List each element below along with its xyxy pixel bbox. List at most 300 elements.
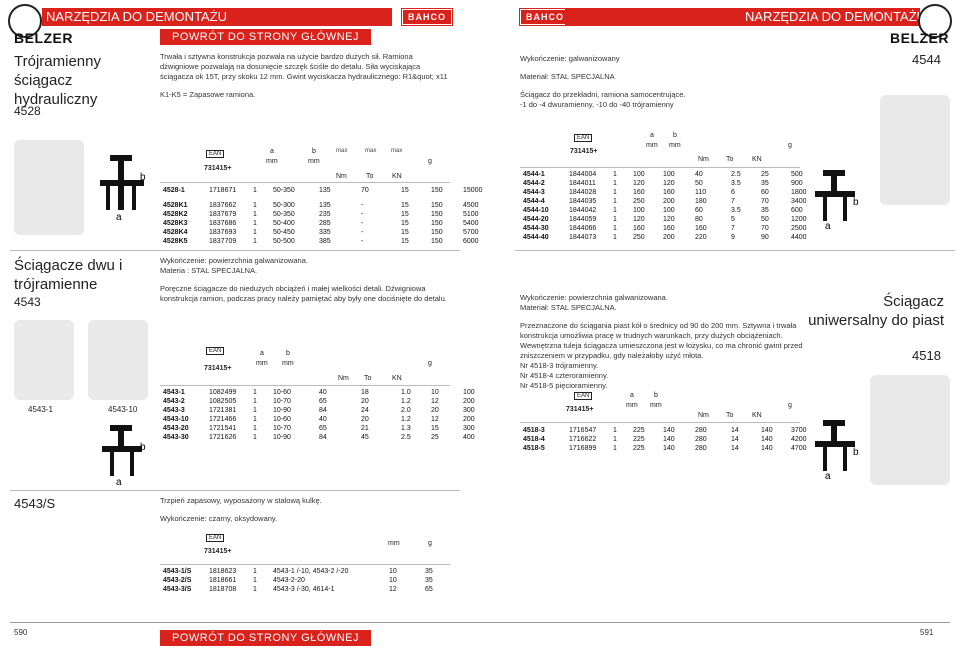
table-cell: 35 — [425, 577, 433, 584]
s4528-h-max3: max — [391, 148, 403, 154]
table-cell: 10-60 — [273, 389, 291, 396]
s4518-g: g — [788, 402, 792, 409]
table-cell: 1 — [253, 229, 257, 236]
table-cell: 21 — [361, 425, 369, 432]
table-cell: 1 — [613, 225, 617, 232]
table-cell: 1 — [253, 211, 257, 218]
table-cell: 285 — [319, 220, 331, 227]
page-number-left: 590 — [14, 628, 28, 637]
s4544-h-a: a — [650, 132, 654, 139]
table-cell: 1844042 — [569, 207, 597, 214]
s4543-img1-label: 4543-1 — [28, 405, 53, 414]
s4543-ean: EAN — [206, 347, 224, 355]
table-cell: 80 — [695, 216, 703, 223]
table-cell: 18 — [361, 389, 369, 396]
s4528-table — [160, 186, 496, 246]
table-row — [520, 435, 820, 444]
table-row — [160, 567, 458, 576]
table-cell-code: 4543-1 — [163, 389, 185, 396]
table-cell: 3.5 — [731, 207, 741, 214]
table-cell: 235 — [319, 211, 331, 218]
table-cell: 1844028 — [569, 189, 597, 196]
table-cell: 1 — [613, 427, 617, 434]
table-cell: 1 — [253, 425, 257, 432]
s4528-u-to: To — [366, 173, 374, 180]
page-number-right: 591 — [920, 628, 934, 637]
table-cell: 14 — [731, 445, 739, 452]
s4518-desc4: konstrukcja umożliwia pracę w trudnych warunkach, przy dużych obciążeniach. — [520, 331, 783, 340]
table-cell: 1 — [253, 220, 257, 227]
s4528-divider — [160, 182, 450, 183]
s4528-h-b: b — [312, 148, 316, 155]
s4528-h-max1: max — [336, 148, 348, 154]
table-cell: 100 — [463, 389, 475, 396]
table-cell: 10-70 — [273, 425, 291, 432]
table-cell: 140 — [761, 436, 773, 443]
table-cell: - — [361, 220, 364, 227]
table-cell: 1844035 — [569, 198, 597, 205]
table-cell: 10-60 — [273, 416, 291, 423]
footer-rule — [10, 622, 950, 623]
table-cell: 160 — [663, 225, 675, 232]
table-cell: 3.5 — [731, 180, 741, 187]
table-cell: 40 — [319, 416, 327, 423]
s4543s-code: 4543/S — [14, 496, 56, 511]
table-cell: 120 — [633, 180, 645, 187]
table-cell: 1 — [613, 207, 617, 214]
table-cell-code: 4543-30 — [163, 434, 189, 441]
table-cell: 1844066 — [569, 225, 597, 232]
s4543-h-mm2: mm — [282, 360, 294, 367]
s4544-b-label: b — [853, 197, 859, 208]
table-cell: 1844059 — [569, 216, 597, 223]
table-cell: 250 — [633, 198, 645, 205]
table-cell: 6 — [731, 189, 735, 196]
table-cell: 1818661 — [209, 577, 237, 584]
back-link-top[interactable]: POWRÓT DO STRONY GŁÓWNEJ — [160, 29, 371, 45]
s4528-diagram-icon — [92, 150, 152, 220]
table-cell: 4200 — [791, 436, 807, 443]
s4518-title-l1: Ściągacz — [883, 293, 944, 310]
table-cell-code: 4528K1 — [163, 202, 188, 209]
table-cell: 140 — [761, 427, 773, 434]
table-cell-code: 4544-4 — [523, 198, 545, 205]
table-cell: 500 — [791, 171, 803, 178]
s4518-b-label: b — [853, 447, 859, 458]
s4544-table — [520, 170, 820, 242]
s4544-h-mm1: mm — [646, 142, 658, 149]
s4528-a-label: a — [116, 212, 122, 220]
table-cell: 385 — [319, 238, 331, 245]
table-cell: 1 — [253, 434, 257, 441]
table-row — [520, 206, 820, 215]
table-cell: 150 — [431, 238, 443, 245]
table-cell: 10 — [389, 568, 397, 575]
table-cell: 50 — [695, 180, 703, 187]
table-cell: 10-70 — [273, 398, 291, 405]
table-row — [160, 228, 496, 237]
table-row — [160, 585, 458, 594]
s4518-ean-prefix: 731415+ — [566, 406, 594, 413]
table-cell-code: 4544-40 — [523, 234, 549, 241]
table-cell: 50-500 — [273, 238, 295, 245]
table-cell: 15 — [401, 229, 409, 236]
table-cell: 140 — [663, 427, 675, 434]
table-cell: 1 — [253, 586, 257, 593]
table-cell: - — [361, 202, 364, 209]
table-cell: 20 — [361, 398, 369, 405]
table-row — [520, 188, 820, 197]
s4518-title — [808, 292, 944, 330]
table-cell: 50-350 — [273, 187, 295, 194]
s4544-h-b: b — [673, 132, 677, 139]
s4543-code: 4543 — [14, 295, 41, 309]
table-cell: 1837686 — [209, 220, 237, 227]
s4518-desc2: Materiał: STAL SPECJALNA. — [520, 303, 617, 312]
table-cell-code: 4544-3 — [523, 189, 545, 196]
table-cell: 1818708 — [209, 586, 237, 593]
table-cell: 150 — [431, 220, 443, 227]
table-row — [520, 170, 820, 179]
table-cell: 45 — [361, 434, 369, 441]
table-cell-code: 4544-2 — [523, 180, 545, 187]
s4528-h-max2: max — [365, 148, 377, 154]
s4544-desc3: Ściągacz do przekładni, ramiona samocentrujące. — [520, 90, 686, 99]
table-cell: 1 — [253, 238, 257, 245]
table-cell: 70 — [761, 225, 769, 232]
table-cell: 5400 — [463, 220, 479, 227]
table-cell-code: 4544-1 — [523, 171, 545, 178]
s4543s-h-g: g — [428, 540, 432, 547]
table-cell: 900 — [791, 180, 803, 187]
table-cell: 7 — [731, 225, 735, 232]
table-cell: 1837679 — [209, 211, 237, 218]
table-cell-code: 4543-3 — [163, 407, 185, 414]
table-cell: 135 — [319, 202, 331, 209]
table-cell: 1721381 — [209, 407, 237, 414]
table-cell: 1 — [613, 189, 617, 196]
table-cell: 1 — [613, 234, 617, 241]
table-cell: 65 — [319, 398, 327, 405]
s4543s-desc — [160, 496, 460, 524]
table-cell: 160 — [695, 225, 707, 232]
table-cell: 1 — [253, 187, 257, 194]
table-cell: 160 — [633, 225, 645, 232]
s4528-title-l3: hydrauliczny — [14, 91, 98, 108]
table-cell: 1 — [613, 198, 617, 205]
table-row — [160, 237, 496, 246]
table-row — [520, 444, 820, 453]
s4544-h-mm2: mm — [669, 142, 681, 149]
s4518-ean: EAN — [574, 392, 592, 400]
s4543-divider — [160, 385, 450, 386]
s4543-b-label: b — [140, 442, 146, 453]
s4518-desc — [520, 293, 820, 391]
table-cell: 50-300 — [273, 202, 295, 209]
table-cell: 15 — [401, 187, 409, 194]
table-cell: 1 — [253, 398, 257, 405]
s4528-title-l1: Trójramienny — [14, 53, 101, 70]
table-cell: 135 — [319, 187, 331, 194]
table-cell: 1721626 — [209, 434, 237, 441]
s4543s-ean-prefix: 731415+ — [204, 548, 232, 555]
s4544-g: g — [788, 142, 792, 149]
s4543-title-l1: Ściągacze dwu i — [14, 257, 123, 274]
divider-left-2 — [10, 490, 460, 491]
table-cell: 2.5 — [731, 171, 741, 178]
table-cell: 160 — [633, 189, 645, 196]
table-cell: 90 — [761, 234, 769, 241]
table-cell: 50-400 — [273, 220, 295, 227]
s4528-desc1: Trwała i sztywna konstrukcja pozwala na użycie bardzo dużych sił. Ramiona — [160, 52, 413, 61]
s4518-desc3: Przeznaczone do ściągania piast kół o średnicy od 90 do 200 mm. Sztywna i trwała — [520, 321, 797, 330]
s4544-code: 4544 — [912, 52, 941, 67]
s4528-u-kn: KN — [392, 173, 402, 180]
table-cell: 1837709 — [209, 238, 237, 245]
table-cell: 1718671 — [209, 187, 237, 194]
back-link-bottom[interactable]: POWRÓT DO STRONY GŁÓWNEJ — [160, 630, 371, 646]
table-cell: - — [361, 238, 364, 245]
divider-right-1 — [515, 250, 955, 251]
s4518-h-a: a — [630, 392, 634, 399]
s4528-ean: EAN — [206, 150, 224, 158]
table-cell: 25 — [761, 171, 769, 178]
s4543-desc1: Wykończenie: powierzchnia galwanizowana. — [160, 256, 308, 265]
s4543-diagram-icon — [92, 420, 152, 485]
table-row — [160, 388, 496, 397]
table-row — [160, 201, 496, 210]
table-cell: 10-90 — [273, 407, 291, 414]
s4543-h-b: b — [286, 350, 290, 357]
table-cell: 25 — [431, 434, 439, 441]
header-title-right: NARZĘDZIA DO DEMONTAŻU — [745, 9, 927, 24]
table-cell: 1721466 — [209, 416, 237, 423]
table-cell: 1818623 — [209, 568, 237, 575]
s4518-desc7: Nr 4518-3 trójramienny. — [520, 361, 599, 370]
s4528-g: g — [428, 158, 432, 165]
table-cell: 1.0 — [401, 389, 411, 396]
table-cell-code: 4544-30 — [523, 225, 549, 232]
table-cell: 1 — [253, 568, 257, 575]
table-cell: 1200 — [791, 216, 807, 223]
table-cell: 20 — [361, 416, 369, 423]
divider-left-1 — [10, 250, 460, 251]
table-cell: 65 — [319, 425, 327, 432]
s4543s-desc2: Wykończenie: czarny, oksydowany. — [160, 514, 278, 523]
table-row — [160, 210, 496, 219]
table-cell-code: 4543-2 — [163, 398, 185, 405]
s4544-ean: EAN — [574, 134, 592, 142]
table-cell: 1837662 — [209, 202, 237, 209]
table-row — [520, 224, 820, 233]
table-cell-code: 4543-20 — [163, 425, 189, 432]
table-cell: 15 — [431, 425, 439, 432]
table-cell-code: 4528K3 — [163, 220, 188, 227]
table-cell: 50 — [761, 216, 769, 223]
table-cell: 60 — [695, 207, 703, 214]
table-cell: 1 — [253, 577, 257, 584]
s4543s-desc1: Trzpień zapasowy, wyposażony w stalową kulkę. — [160, 496, 322, 505]
s4528-desc2: dźwigniowe pozwalają na dosunięcie szczęk ściśle do detalu. Siła wyciskająca — [160, 62, 421, 71]
s4518-product-image — [870, 375, 950, 485]
table-cell: 100 — [633, 207, 645, 214]
table-cell: 2.5 — [401, 434, 411, 441]
table-cell: 6000 — [463, 238, 479, 245]
table-cell-code: 4528K5 — [163, 238, 188, 245]
table-row — [520, 426, 820, 435]
s4528-ean-prefix: 731415+ — [204, 165, 232, 172]
table-cell: 150 — [431, 187, 443, 194]
table-cell: 300 — [463, 407, 475, 414]
table-cell-code: 4518-4 — [523, 436, 545, 443]
s4528-title — [14, 52, 101, 109]
s4518-desc8: Nr 4518-4 czteroramienny. — [520, 371, 609, 380]
table-row — [520, 179, 820, 188]
table-cell: 140 — [663, 445, 675, 452]
s4543s-table — [160, 567, 458, 594]
s4544-divider — [520, 167, 800, 168]
table-row — [520, 215, 820, 224]
table-cell-code: 4543-10 — [163, 416, 189, 423]
s4543-h-a: a — [260, 350, 264, 357]
table-cell: 70 — [761, 198, 769, 205]
table-cell: 1837693 — [209, 229, 237, 236]
table-cell: 7 — [731, 198, 735, 205]
s4543-desc4: konstrukcja ramion, podczas pracy należy pamiętać aby były one dociśnięte do detalu. — [160, 294, 447, 303]
table-cell: 1 — [613, 171, 617, 178]
table-cell: 84 — [319, 407, 327, 414]
table-cell: 5700 — [463, 229, 479, 236]
header-title-left: NARZĘDZIA DO DEMONTAŻU — [46, 9, 228, 24]
table-cell: 4500 — [463, 202, 479, 209]
table-cell: 1 — [613, 180, 617, 187]
table-cell: 15 — [401, 202, 409, 209]
s4528-h-mm1: mm — [266, 158, 278, 165]
s4518-h-mm1: mm — [626, 402, 638, 409]
table-cell: 40 — [695, 171, 703, 178]
s4543-title-l2: trójramienne — [14, 276, 98, 293]
table-cell: 4400 — [791, 234, 807, 241]
table-cell: 160 — [663, 189, 675, 196]
s4518-desc1: Wykończenie: powierzchnia galwanizowana. — [520, 293, 668, 302]
table-cell: 1 — [613, 436, 617, 443]
s4518-diagram-icon — [805, 415, 865, 480]
s4543-g: g — [428, 360, 432, 367]
table-cell: 120 — [663, 180, 675, 187]
table-cell: 4700 — [791, 445, 807, 452]
bahco-logo-left: BAHCO — [402, 9, 452, 25]
table-cell-code: 4528-1 — [163, 187, 185, 194]
s4518-title-l2: uniwersalny do piast — [808, 312, 944, 329]
table-row — [160, 433, 496, 442]
table-cell: 280 — [695, 427, 707, 434]
table-cell: - — [361, 211, 364, 218]
table-cell: 300 — [463, 425, 475, 432]
table-cell: 12 — [431, 416, 439, 423]
s4543-title — [14, 256, 122, 294]
table-cell: 120 — [663, 216, 675, 223]
table-cell-code: 4543-2/S — [163, 577, 192, 584]
table-cell: 1844011 — [569, 180, 596, 187]
table-cell: 4543-3 /-30, 4614-1 — [273, 586, 335, 593]
table-cell: - — [361, 229, 364, 236]
table-row — [160, 397, 496, 406]
s4543s-ean: EAN — [206, 534, 224, 542]
table-cell-code: 4544-10 — [523, 207, 549, 214]
s4528-desc4: K1-K5 = Zapasowe ramiona. — [160, 90, 256, 99]
table-cell: 15 — [401, 211, 409, 218]
table-cell: 40 — [319, 389, 327, 396]
table-cell: 5100 — [463, 211, 479, 218]
table-cell: 280 — [695, 436, 707, 443]
table-cell: 140 — [663, 436, 675, 443]
table-row — [520, 233, 820, 242]
s4544-a-label: a — [825, 221, 831, 230]
table-cell: 1 — [613, 445, 617, 452]
table-cell: 140 — [761, 445, 773, 452]
table-cell: 180 — [695, 198, 707, 205]
table-cell: 4543-2-20 — [273, 577, 305, 584]
s4543-10-image — [88, 320, 148, 400]
table-cell: 600 — [791, 207, 803, 214]
table-cell: 1 — [613, 216, 617, 223]
table-cell: 4543-1 /-10, 4543-2 /-20 — [273, 568, 349, 575]
s4543-a-label: a — [116, 477, 122, 485]
table-cell: 200 — [663, 234, 675, 241]
table-cell: 1.2 — [401, 416, 411, 423]
s4528-b-label: b — [140, 172, 146, 183]
table-cell: 60 — [761, 189, 769, 196]
table-cell: 100 — [663, 207, 675, 214]
s4543-desc3: Poręczne ściągacze do niedużych obciążeń i małej wielkości detali. Dźwigniowa — [160, 284, 426, 293]
bahco-logo-right: BAHCO — [520, 9, 570, 25]
table-cell: 225 — [633, 427, 645, 434]
s4544-desc4: -1 do -4 dwuramienny, -10 do -40 trójramienny — [520, 100, 674, 109]
table-row — [160, 219, 496, 228]
s4544-desc — [520, 54, 820, 110]
table-cell: 1716547 — [569, 427, 597, 434]
table-cell: 70 — [361, 187, 369, 194]
table-cell: 200 — [663, 198, 675, 205]
table-cell: 150 — [431, 202, 443, 209]
table-cell: 14 — [731, 427, 739, 434]
table-row — [160, 424, 496, 433]
s4543-1-image — [14, 320, 74, 400]
table-cell: 15 — [401, 238, 409, 245]
s4528-desc3: ściągacza ok 15T, przy skoku 12 mm. Gwint wyciskacza hydraulicznego: R1&quot; x11 — [160, 72, 448, 81]
s4518-u-kn: KN — [752, 412, 762, 419]
table-cell: 10-90 — [273, 434, 291, 441]
s4528-title-l2: ściągacz — [14, 72, 73, 89]
table-row — [520, 197, 820, 206]
table-cell: 50-450 — [273, 229, 295, 236]
table-cell: 3700 — [791, 427, 807, 434]
brand-left: BELZER — [14, 30, 73, 46]
table-cell: 24 — [361, 407, 369, 414]
s4543-u-to: To — [364, 375, 372, 382]
brand-right: BELZER — [890, 30, 949, 46]
table-cell: 1716622 — [569, 436, 597, 443]
s4528-h-a: a — [270, 148, 274, 155]
table-cell-code: 4518-5 — [523, 445, 545, 452]
s4543s-divider — [160, 564, 450, 565]
s4528-h-mm2: mm — [308, 158, 320, 165]
table-cell: 100 — [663, 171, 675, 178]
table-cell: 250 — [633, 234, 645, 241]
table-cell: 220 — [695, 234, 707, 241]
table-cell: 20 — [431, 407, 439, 414]
s4544-u-nm: Nm — [698, 156, 709, 163]
